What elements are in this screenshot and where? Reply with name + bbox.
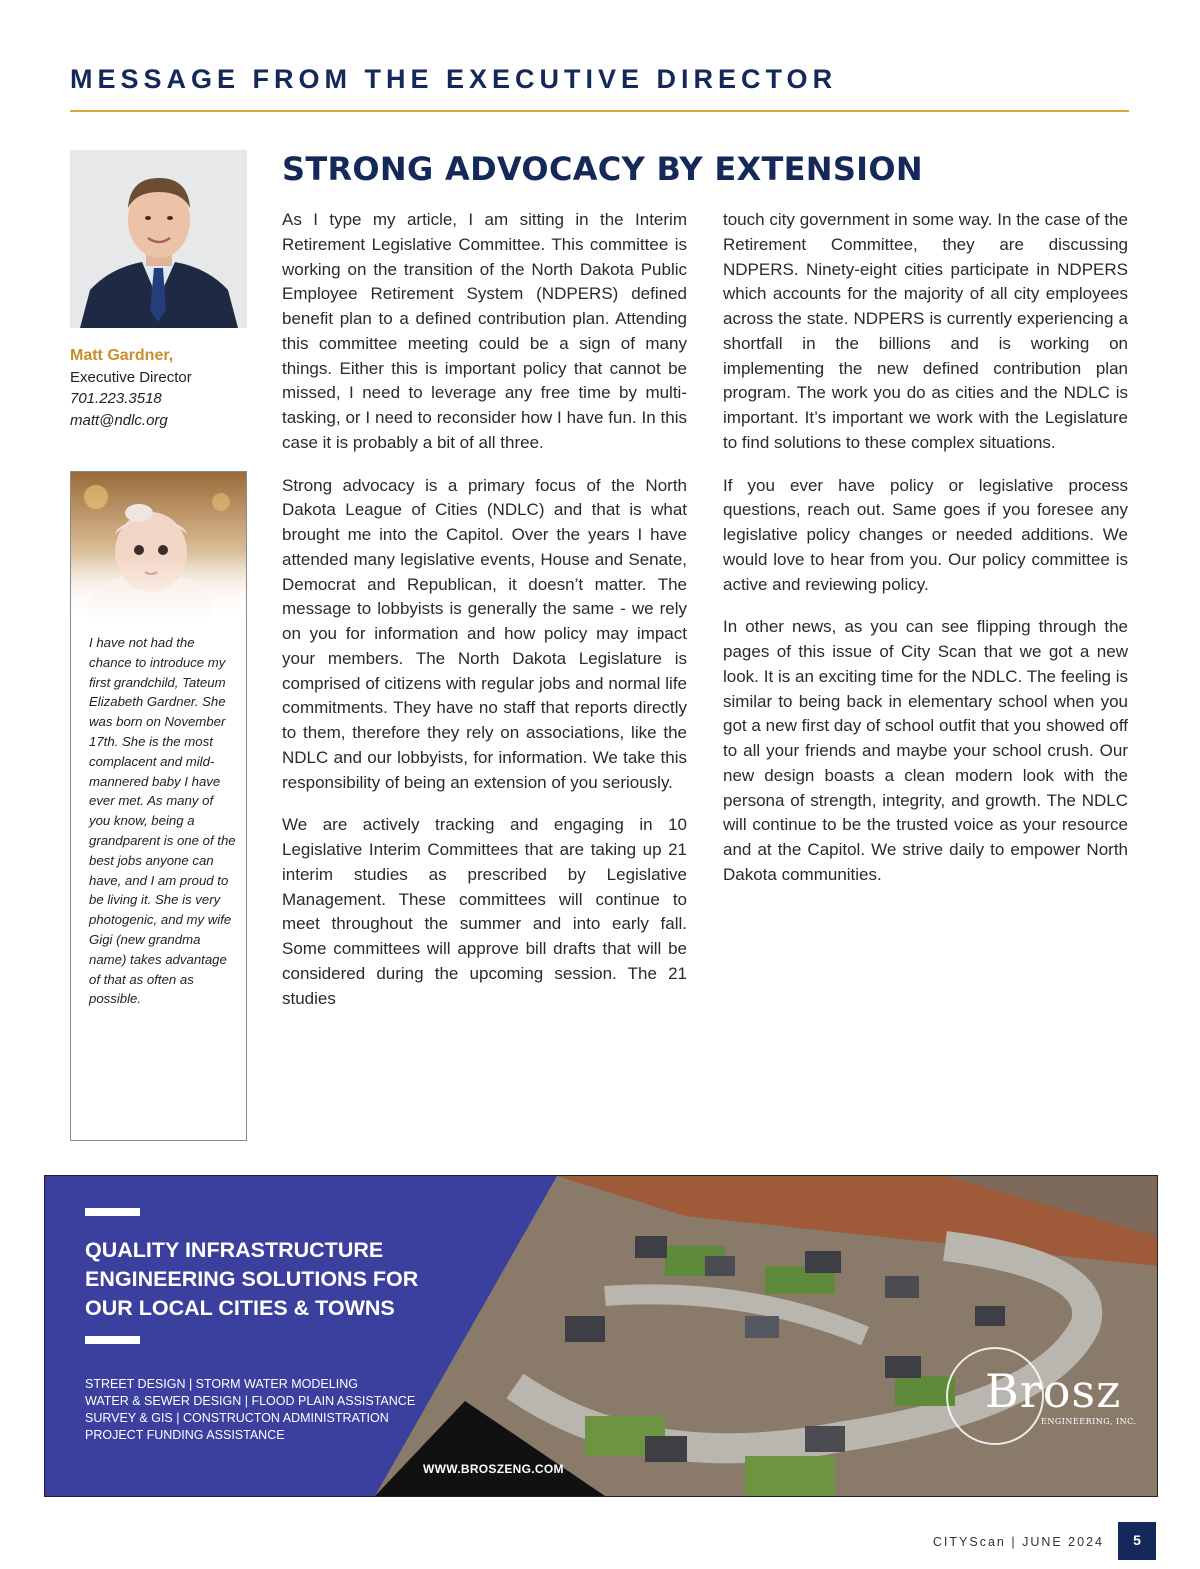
ad-headline-line: OUR LOCAL CITIES & TOWNS bbox=[85, 1296, 395, 1320]
ad-website-link[interactable]: WWW.BROSZENG.COM bbox=[423, 1462, 564, 1476]
article-paragraph: If you ever have policy or legislative process questions, reach out. Same goes if you foresee any legislative policy changes or needed additions. We would love to hear from you. Our policy committee is active and reviewing policy. bbox=[723, 475, 1128, 594]
brosz-logo-text: Brosz bbox=[985, 1364, 1122, 1418]
author-email[interactable]: matt@ndlc.org bbox=[70, 411, 168, 429]
article-paragraph: touch city government in some way. In the case of the Retirement Committee, they are discussing NDPERS. Ninety-eight cities participate in NDPERS which accounts for the majority of all city employees across the state. NDPERS is currently experiencing a shortfall in the billions and is working on implementing the new defined contribution plan program. The work you do as cities and the NDLC is important. It’s important we work with the Legislature to find solutions to these complex situations. bbox=[723, 210, 1128, 452]
article-paragraph: Strong advocacy is a primary focus of the North Dakota League of Cities (NDLC) and that is what brought me into the Capitol. Over the years I have attended many legislative events, House and Senate, Democrat and Republican, it doesn’t matter. The message to lobbyists is generally the same - we rely on you for information and how policy may impact your members. The North Dakota Legislature is comprised of citizens with regular jobs and normal life commitments. They have no staff that reports directly to them, therefore they rely on associations, like the NDLC and our lobbyists, for information. We take this responsibility of being an extension of you seriously. bbox=[282, 475, 687, 792]
author-info bbox=[70, 345, 250, 431]
brosz-advertisement[interactable] bbox=[44, 1175, 1158, 1497]
article-paragraph: In other news, as you can see flipping through the pages of this issue of City Scan that we got a new look. It is an exciting time for the NDLC. The feeling is similar to being back in elementary school when you got a new first day of school outfit that you showed off to all your friends and maybe your school crush. Our new design boasts a clean modern look with the persona of strength, integrity, and growth. The NDLC will continue to be the trusted voice as your resource and at the Capitol. We strive daily to empower North Dakota communities. bbox=[723, 617, 1128, 884]
brosz-logo bbox=[945, 1332, 1145, 1452]
footer-publication: CITYScan | JUNE 2024 bbox=[932, 1535, 1104, 1549]
ad-headline bbox=[85, 1236, 505, 1323]
title-divider bbox=[70, 110, 1129, 112]
ad-headline-line: QUALITY INFRASTRUCTURE bbox=[85, 1238, 384, 1262]
page-number: 5 bbox=[1118, 1522, 1156, 1560]
ad-service-line: WATER & SEWER DESIGN | FLOOD PLAIN ASSISTANCE bbox=[85, 1394, 416, 1408]
article-paragraph: We are actively tracking and engaging in 10 Legislative Interim Committees that are taking up 21 interim studies as prescribed by Legislative Management. These committees will continue to meet throughout the summer and into early fall. Some committees will approve bill drafts that will be considered during the upcoming session. The 21 studies bbox=[282, 815, 687, 1008]
ad-accent-bar bbox=[85, 1336, 140, 1344]
grandchild-sidebar bbox=[70, 471, 247, 1141]
author-title: Executive Director bbox=[70, 368, 192, 386]
ad-services-list bbox=[85, 1376, 465, 1444]
article-paragraph: As I type my article, I am sitting in the Interim Retirement Legislative Committee. This committee is working on the transition of the North Dakota Public Employee Retirement System (NDPERS) defined benefit plan to a defined contribution plan. Attending this committee meeting could be a sign of many things. Either this is important policy that cannot be missed, I need to leverage any free time by multi-tasking, or I need to reconsider how I have fun. In this case it is probably a bit of all three. bbox=[282, 210, 687, 452]
author-name: Matt Gardner, bbox=[70, 347, 174, 364]
author-phone: 701.223.3518 bbox=[70, 390, 162, 407]
article-column-left bbox=[282, 208, 687, 1029]
ad-service-line: SURVEY & GIS | CONSTRUCTON ADMINISTRATION bbox=[85, 1411, 389, 1425]
grandchild-photo bbox=[71, 472, 246, 622]
ad-accent-bar bbox=[85, 1208, 140, 1216]
ad-headline-line: ENGINEERING SOLUTIONS FOR bbox=[85, 1267, 419, 1291]
ad-service-line: STREET DESIGN | STORM WATER MODELING bbox=[85, 1377, 358, 1391]
ad-service-line: PROJECT FUNDING ASSISTANCE bbox=[85, 1428, 285, 1442]
article-headline: STRONG ADVOCACY BY EXTENSION bbox=[282, 150, 923, 188]
section-title: MESSAGE FROM THE EXECUTIVE DIRECTOR bbox=[70, 64, 838, 94]
grandchild-caption: I have not had the chance to introduce my first grandchild, Tateum Elizabeth Gardner. She was born on November 17th. She is the most complacent and mild-mannered baby I have ever met. As many of you know, being a grandparent is one of the best jobs anyone can have, and I am proud to be living it. She is very photogenic, and my wife Gigi (new grandma name) takes advantage of that as often as possible. bbox=[89, 635, 236, 1007]
author-headshot bbox=[70, 150, 247, 328]
brosz-logo-subtext: ENGINEERING, INC. bbox=[1041, 1417, 1137, 1426]
article-column-right bbox=[723, 208, 1128, 906]
